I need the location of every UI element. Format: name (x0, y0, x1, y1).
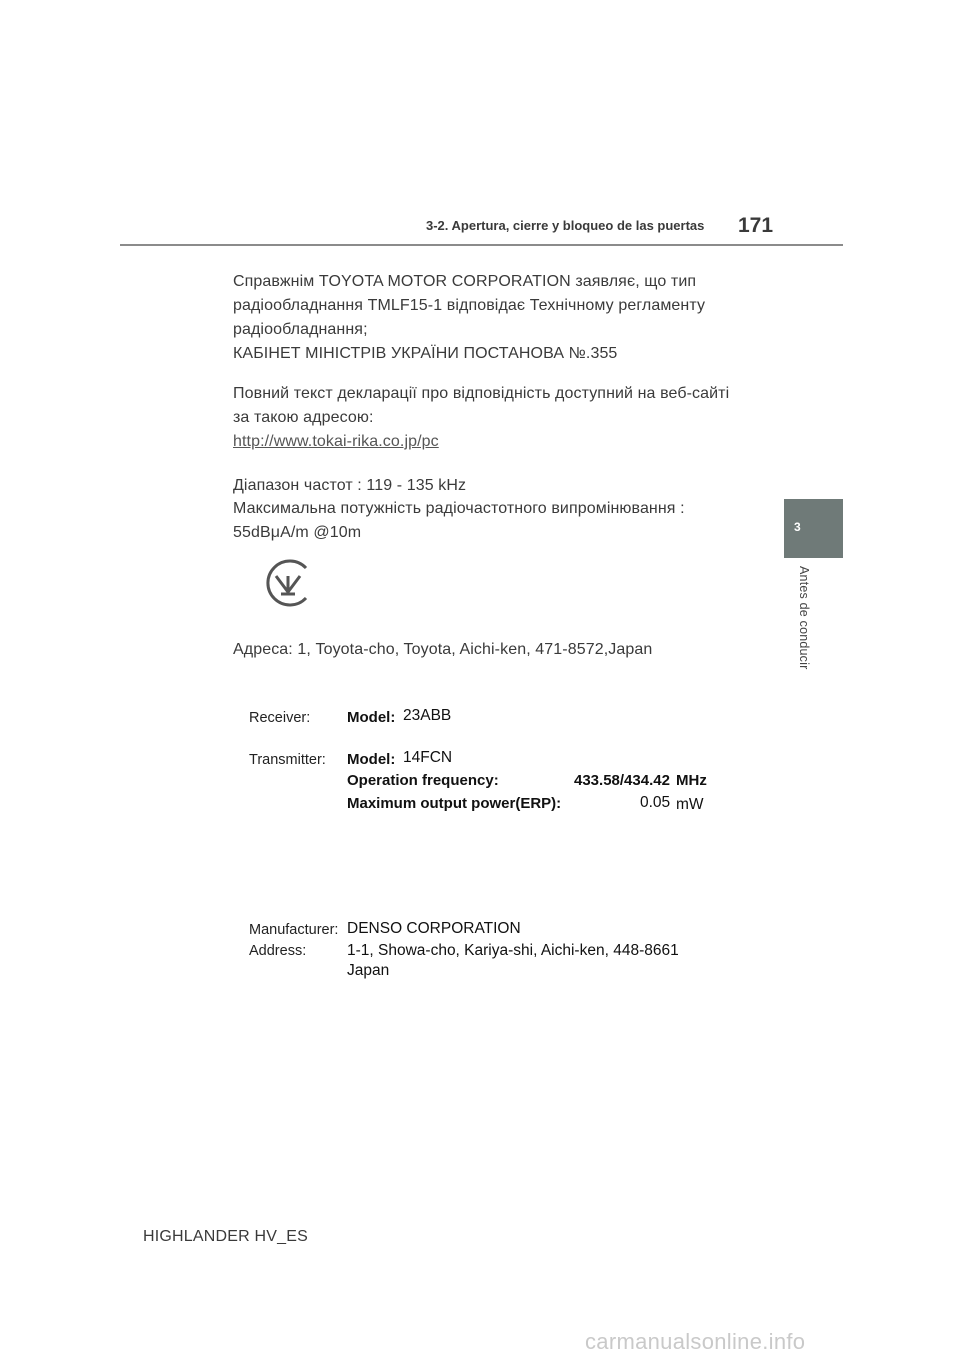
transmitter-model-value: 14FCN (403, 749, 453, 766)
chapter-tab-label: Antes de conducir (797, 566, 811, 670)
manufacturer-value: DENSO CORPORATION (347, 920, 521, 937)
receiver-model-label: Model: (347, 709, 396, 726)
manufacturer-address-line-2: Japan (347, 962, 390, 979)
manufacturer-address-label: Address: (249, 943, 307, 959)
declaration-line-5: Повний текст декларації про відповідність доступний на веб-сайті (233, 385, 730, 402)
output-power-unit: mW (676, 796, 704, 813)
max-power-line: Максимальна потужність радіочастотного випромінювання : (233, 500, 685, 517)
output-power-value: 0.05 (640, 794, 671, 811)
manufacturer-label: Manufacturer: (249, 922, 339, 938)
receiver-label: Receiver: (249, 710, 311, 726)
chapter-tab-number: 3 (794, 520, 801, 534)
declaration-line-3: радіообладнання; (233, 321, 368, 338)
footer-model-code: HIGHLANDER HV_ES (143, 1228, 309, 1245)
chapter-tab (784, 499, 843, 558)
page-number: 171 (738, 214, 774, 237)
declaration-link[interactable]: http://www.tokai-rika.co.jp/pc (233, 433, 439, 450)
frequency-range-line: Діапазон частот : 119 - 135 kHz (233, 477, 467, 494)
declaration-line-1: Справжнім TOYOTA MOTOR CORPORATION заявляє, що тип (233, 273, 697, 290)
declaration-line-2: радіообладнання TMLF15-1 відповідає Технічному регламенту (233, 297, 706, 314)
max-power-value-line: 55dBμA/m @10m (233, 524, 362, 541)
frequency-value: 433.58/434.42 (574, 772, 670, 789)
ukrainian-conformity-mark-icon (262, 558, 314, 608)
manufacturer-address-line-1: 1-1, Showa-cho, Kariya-shi, Aichi-ken, 448-8661 (347, 942, 679, 959)
frequency-unit: MHz (676, 772, 707, 789)
declaration-line-4: КАБІНЕТ МІНІСТРІВ УКРАЇНИ ПОСТАНОВА №.355 (233, 345, 618, 362)
receiver-model-value: 23ABB (403, 707, 452, 724)
section-title: 3-2. Apertura, cierre y bloqueo de las puertas (426, 218, 705, 233)
transmitter-model-label: Model: (347, 751, 396, 768)
output-power-label: Maximum output power(ERP): (347, 795, 562, 812)
frequency-label: Operation frequency: (347, 772, 499, 789)
address-line: Адреса: 1, Toyota-cho, Toyota, Aichi-ken, 471-8572,Japan (233, 641, 653, 658)
transmitter-label: Transmitter: (249, 752, 326, 768)
header-divider (120, 244, 843, 246)
watermark: carmanualsonline.info (585, 1329, 806, 1354)
declaration-line-6: за такою адресою: (233, 409, 374, 426)
